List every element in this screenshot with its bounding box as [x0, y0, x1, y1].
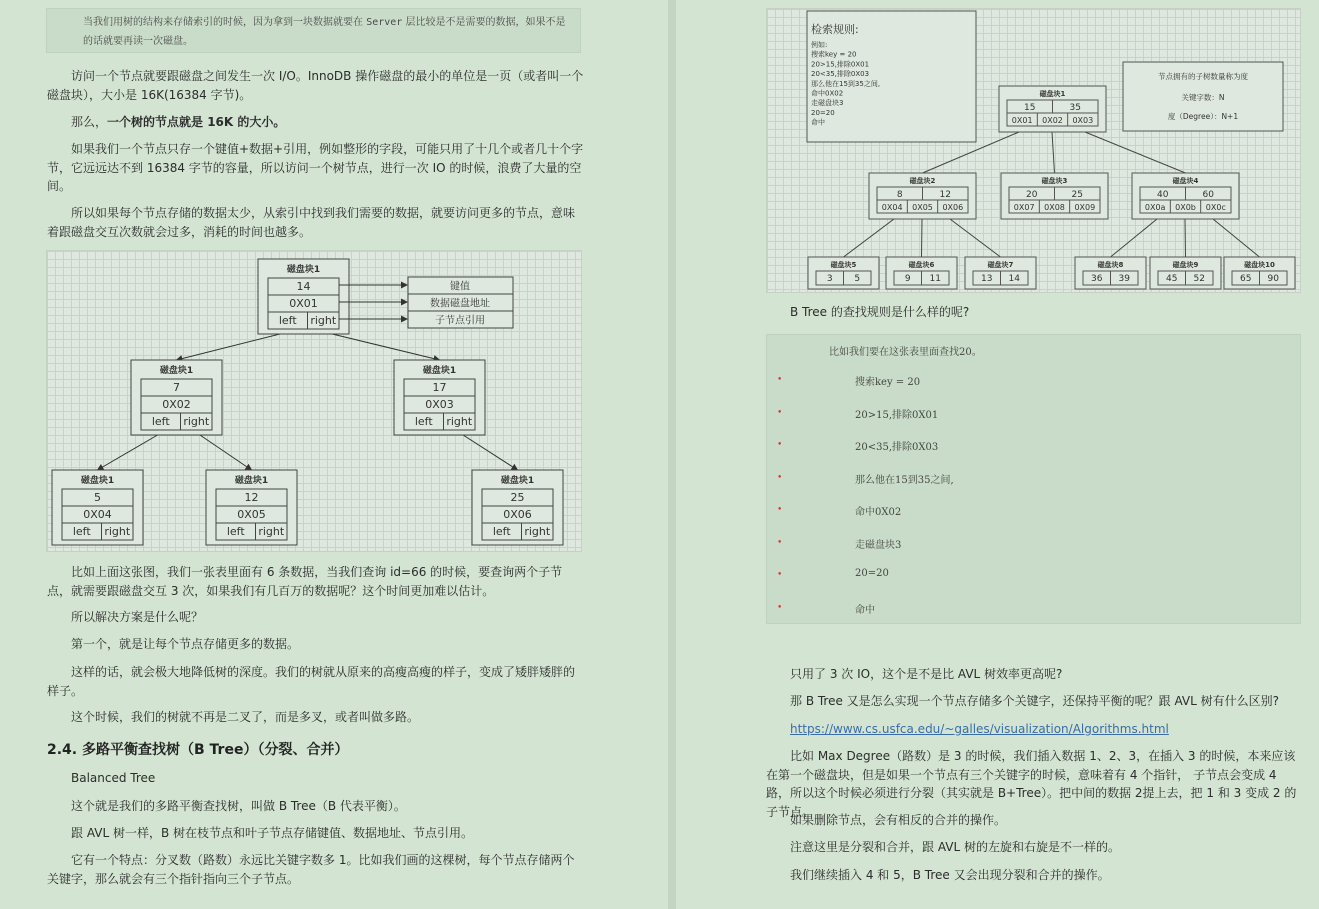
- right-pointer-label: right: [310, 314, 337, 327]
- left-pointer-label: left: [492, 525, 511, 538]
- note-text-b: 层比较是不是需要的数据，如果不是的话就要再读一次磁盘。: [83, 17, 566, 47]
- paragraph-too-little: 所以如果每个节点存储的数据太少，从索引中找到我们需要的数据，就要访问更多的节点，意味着跟磁盘交互次数就会过多，消耗的时间也越多。: [47, 206, 576, 239]
- bullet-icon: •: [777, 505, 783, 515]
- tree-edge: [950, 219, 1001, 257]
- btree-level2-node-title: 磁盘块2: [909, 177, 936, 185]
- btree-leaf-node-key: 36: [1091, 274, 1103, 284]
- paragraph-split-merge: 注意这里是分裂和合并，跟 AVL 树的左旋和右旋是不一样的。: [790, 840, 1120, 854]
- search-step: [767, 601, 1300, 634]
- paragraph-three-io: 只用了 3 次 IO，这个是不是比 AVL 树效率更高呢?: [790, 667, 1063, 681]
- node-address: 0X05: [237, 508, 266, 521]
- paragraph-first: 第一个，就是让每个节点存储更多的数据。: [71, 637, 300, 651]
- btree-leaf-node-key: 45: [1166, 274, 1178, 284]
- btree-level2-node-key: 25: [1071, 190, 1083, 200]
- disk-block-title: 磁盘块1: [234, 476, 269, 486]
- paragraph-six-rows: 比如上面这张图，我们一张表里面有 6 条数据，当我们查询 id=66 的时候，要查询两个子节点，就需要跟磁盘交互 3 次，如果我们有几百万的数据呢？这个时间更加难以估计。: [47, 565, 563, 598]
- search-rule-line: 命中0X02: [811, 89, 844, 98]
- child-pointer-arrow: [98, 433, 162, 470]
- btree-leaf-node-title: 磁盘块6: [908, 261, 935, 269]
- left-pointer-label: left: [414, 415, 433, 428]
- child-pointer-arrow: [197, 433, 252, 470]
- right-page: [676, 0, 1319, 909]
- search-step-text: 20<35,排除0X03: [855, 442, 939, 453]
- btree-leaf-node-key: 14: [1008, 274, 1020, 284]
- paragraph-delete-merge: 如果删除节点，会有相反的合并的操作。: [790, 813, 1007, 827]
- search-steps-list: [767, 373, 1300, 633]
- tree-edge: [844, 219, 895, 257]
- child-pointer-arrow: [324, 332, 440, 360]
- search-step-text: 20>15,排除0X01: [855, 409, 939, 421]
- search-step-text: 命中: [855, 604, 875, 616]
- legend-label: 子节点引用: [435, 315, 485, 327]
- bullet-icon: •: [777, 537, 783, 548]
- search-step-text: 那么他在15到35之间,: [855, 474, 954, 486]
- btree-level2-node-key: 8: [896, 190, 903, 200]
- search-step: [767, 471, 1300, 504]
- disk-block-title: 磁盘块1: [159, 366, 194, 376]
- node-address: 0X02: [162, 398, 191, 411]
- search-step: [767, 536, 1300, 569]
- legend-label: 键值: [450, 281, 470, 293]
- btree-level2-node-pointer: 0X0b: [1175, 203, 1196, 212]
- page-divider: [668, 0, 676, 909]
- btree-level2-node-pointer: 0X06: [942, 203, 964, 212]
- node-address: 0X01: [289, 297, 318, 310]
- search-intro: 比如我们要在这张表里面查找20。: [829, 347, 982, 358]
- visualization-link[interactable]: https://www.cs.usfca.edu/~galles/visualization/Algorithms.html: [790, 722, 1169, 736]
- paragraph-multiway: 这个时候，我们的树就不再是二叉了，而是多叉，或者叫做多路。: [71, 710, 420, 724]
- paragraph-max-degree: 比如 Max Degree（路数）是 3 的时候，我们插入数据 1、2、3，在插入 3 的时候，本来应该在第一个磁盘块，但是如果一个节点有三个关键字的时候，意味着有 4 个指针， 子节点会变成 4 路，所以这个时候必须进行分裂（其实就是 B+Tree）。把中间的数据 2提上去，把 1 和 3 变成 2 的子节点。: [766, 749, 1297, 819]
- btree-leaf-node-key: 9: [904, 274, 911, 284]
- bullet-icon: •: [777, 472, 783, 483]
- paragraph-balanced-tree: Balanced Tree: [71, 771, 156, 785]
- paragraph-avl-same: 跟 AVL 树一样，B 树在枝节点和叶子节点存储键值、数据地址、节点引用。: [71, 826, 474, 840]
- tree-edge: [1085, 132, 1186, 173]
- right-pointer-label: right: [258, 525, 285, 538]
- section-heading: 2.4. 多路平衡查找树（B Tree）（分裂、合并）: [47, 742, 349, 758]
- btree-level2-node-title: 磁盘块3: [1041, 177, 1068, 185]
- paragraph-io: 访问一个节点就要跟磁盘之间发生一次 I/O。InnoDB 操作磁盘的最小的单位是一页（或者叫一个磁盘块），大小是 16K(16384 字节)。: [47, 69, 584, 102]
- btree-root-key: 35: [1069, 103, 1081, 113]
- node-key: 5: [94, 491, 101, 504]
- btree-level2-node-key: 40: [1157, 190, 1169, 200]
- btree-leaf-node-key: 3: [826, 274, 833, 284]
- paragraph-depth: 这样的话，就会极大地降低树的深度。我们的树就从原来的高瘦高瘦的样子，变成了矮胖矮胖的样子。: [47, 665, 576, 698]
- btree-leaf-node-key: 52: [1193, 274, 1205, 284]
- bullet-icon: •: [777, 570, 783, 580]
- bullet-icon: •: [777, 375, 783, 385]
- btree-root-pointer: 0X02: [1042, 116, 1063, 125]
- search-rule-line: 20=20: [811, 108, 835, 117]
- node-key: 14: [296, 280, 311, 293]
- search-rule-line: 命中: [811, 118, 825, 127]
- search-rule-line: 搜索key = 20: [811, 50, 857, 59]
- btree-leaf-node-title: 磁盘块8: [1097, 261, 1124, 269]
- node-address: 0X06: [503, 508, 532, 521]
- btree-root-pointer: 0X01: [1011, 116, 1033, 125]
- btree-diagram: [767, 9, 1302, 294]
- note-text-a: 当我们用树的结构来存储索引的时候，因为拿到一块数据就要在: [83, 17, 367, 28]
- search-rule-question: B Tree 的查找规则是什么样的呢?: [790, 305, 970, 319]
- node-key: 17: [432, 381, 447, 394]
- btree-figure: [766, 8, 1301, 293]
- right-pointer-label: right: [446, 415, 473, 428]
- right-pointer-label: right: [104, 525, 131, 538]
- search-steps-box: [766, 334, 1301, 624]
- tree-edge: [1185, 219, 1186, 257]
- btree-level2-node-key: 12: [939, 190, 951, 200]
- btree-level2-node-pointer: 0X08: [1044, 203, 1065, 212]
- search-rules-title: 检索规则:: [811, 23, 859, 36]
- search-rule-line: 走磁盘块3: [811, 99, 844, 108]
- btree-leaf-node-title: 磁盘块5: [830, 261, 857, 269]
- paragraph-btree-intro: 这个就是我们的多路平衡查找树，叫做 B Tree（B 代表平衡）。: [71, 799, 406, 813]
- bullet-icon: •: [777, 407, 783, 418]
- search-rule-line: 例如:: [811, 41, 828, 49]
- btree-leaf-node-key: 11: [929, 274, 941, 284]
- disk-block-title: 磁盘块1: [80, 476, 115, 486]
- node-address: 0X03: [425, 398, 454, 411]
- legend-label: 数据磁盘地址: [430, 298, 490, 310]
- search-rule-line: 20<35,排除0X03: [811, 70, 870, 79]
- disk-block-title: 磁盘块1: [500, 476, 535, 486]
- btree-level2-node-pointer: 0X09: [1074, 203, 1096, 212]
- btree-level2-node-pointer: 0X0a: [1144, 203, 1166, 212]
- btree-leaf-node-title: 磁盘块10: [1244, 261, 1275, 269]
- degree-keys-count: 关键字数：N: [1181, 93, 1225, 102]
- paragraph-insert-more: 我们继续插入 4 和 5，B Tree 又会出现分裂和合并的操作。: [790, 868, 1110, 882]
- btree-leaf-node-key: 65: [1240, 274, 1252, 284]
- paragraph-how-balance: 那 B Tree 又是怎么实现一个节点存储多个关键字，还保持平衡的呢？跟 AVL 树有什么区别?: [790, 694, 1280, 708]
- degree-note-title: 节点拥有的子树数量称为度: [1158, 72, 1248, 81]
- btree-level2-node-title: 磁盘块4: [1172, 177, 1199, 185]
- right-pointer-label: right: [183, 415, 210, 428]
- btree-leaf-node-title: 磁盘块7: [987, 261, 1014, 269]
- tree-edge: [1111, 219, 1158, 257]
- disk-block-title: 磁盘块1: [422, 366, 457, 376]
- node-size-lead: 那么，: [71, 115, 108, 129]
- btree-level2-node-pointer: 0X05: [912, 203, 933, 212]
- btree-leaf-node-key: 13: [981, 274, 993, 284]
- paragraph-node-size: [47, 113, 584, 132]
- left-pointer-label: left: [151, 415, 170, 428]
- left-pointer-label: left: [226, 525, 245, 538]
- search-step: [767, 373, 1300, 406]
- search-step: [767, 568, 1300, 601]
- tree-edge: [1213, 219, 1260, 257]
- binary-tree-figure: [46, 250, 582, 552]
- btree-root-title: 磁盘块1: [1039, 90, 1066, 98]
- paragraph-feature: 它有一个特点：分叉数（路数）永远比关键字数多 1。比如我们画的这棵树，每个节点存储两个关键字，那么就会有三个指针指向三个子节点。: [47, 853, 575, 886]
- child-pointer-arrow: [460, 433, 518, 470]
- btree-leaf-node-key: 5: [854, 274, 861, 284]
- bullet-icon: •: [777, 440, 783, 450]
- btree-leaf-node-title: 磁盘块9: [1172, 261, 1199, 269]
- btree-level2-node-key: 60: [1202, 190, 1214, 200]
- note-box: [46, 8, 581, 53]
- search-step-text: 20=20: [855, 568, 889, 579]
- btree-level2-node-key: 20: [1026, 190, 1038, 200]
- search-rule-line: 那么他在15到35之间,: [811, 79, 881, 88]
- tree-edge: [922, 219, 923, 257]
- degree-value: 度（Degree）：N+1: [1167, 112, 1239, 121]
- btree-level2-node-pointer: 0X04: [881, 203, 903, 212]
- tree-edge: [1052, 132, 1055, 173]
- btree-leaf-node-key: 39: [1118, 274, 1130, 284]
- node-key: 7: [173, 381, 180, 394]
- btree-level2-node-pointer: 0X07: [1013, 203, 1035, 212]
- search-rule-line: 20>15,排除0X01: [811, 60, 870, 69]
- btree-leaf-node-key: 90: [1267, 274, 1279, 284]
- search-step-text: 搜索key = 20: [855, 377, 921, 388]
- paragraph-link: [766, 720, 1301, 739]
- right-pointer-label: right: [524, 525, 551, 538]
- search-step: [767, 406, 1300, 439]
- child-pointer-arrow: [177, 332, 289, 360]
- search-step-text: 命中0X02: [855, 507, 902, 518]
- paragraph-waste: 如果我们一个节点只存一个键值+数据+引用，例如整形的字段，可能只用了十几个或者几十个字节，它远远达不到 16384 字节的容量，所以访问一个树节点，进行一次 IO 的时候，浪费了大量的空间。: [47, 142, 584, 193]
- btree-root-pointer: 0X03: [1072, 116, 1094, 125]
- left-pointer-label: left: [278, 314, 297, 327]
- search-step: [767, 438, 1300, 471]
- node-key: 12: [244, 491, 259, 504]
- node-size-bold: 一个树的节点就是 16K 的大小。: [107, 115, 286, 129]
- search-step: [767, 503, 1300, 536]
- node-key: 25: [510, 491, 525, 504]
- btree-level2-node-pointer: 0X0c: [1205, 203, 1226, 212]
- bullet-icon: •: [777, 602, 783, 613]
- node-address: 0X04: [83, 508, 112, 521]
- note-code: Server: [366, 17, 403, 28]
- disk-block-title: 磁盘块1: [286, 265, 321, 275]
- binary-tree-diagram: [47, 251, 583, 553]
- btree-root-key: 15: [1024, 103, 1036, 113]
- search-step-text: 走磁盘块3: [855, 539, 902, 551]
- left-pointer-label: left: [72, 525, 91, 538]
- paragraph-solution-q: 所以解决方案是什么呢？: [71, 610, 204, 624]
